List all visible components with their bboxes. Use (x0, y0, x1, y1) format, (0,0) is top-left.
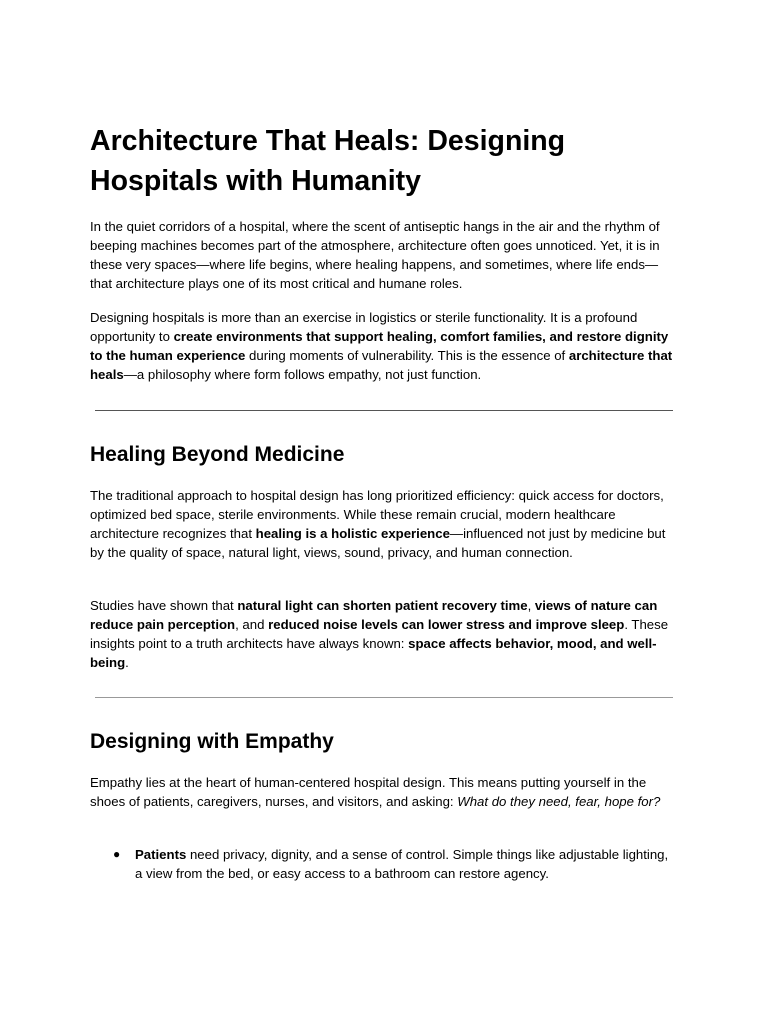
empathy-paragraph-1 (90, 773, 678, 811)
bold-text-run: views of nature can reduce pain perception (90, 598, 658, 632)
text-run: Studies have shown that (90, 598, 238, 613)
bold-text-run: Patients (135, 847, 187, 862)
bullet-icon: ● (113, 847, 121, 861)
intro-paragraph-1: In the quiet corridors of a hospital, where the scent of antiseptic hangs in the air and the rhythm of beeping machines becomes part of the atmosphere, architecture often goes unnoticed. Yet, it is in these very spaces—where life begins, where healing happens, and sometimes, where life ends—that architecture plays one of its most critical and humane roles. (90, 219, 660, 291)
section-heading-healing-beyond-medicine: Healing Beyond Medicine (90, 443, 345, 466)
text-run: . (125, 655, 129, 670)
section-divider (95, 697, 673, 698)
healing-paragraph-2 (90, 596, 678, 672)
bold-text-run: architecture that heals (90, 348, 673, 382)
text-run: , (527, 598, 535, 613)
italic-text-run: What do they need, fear, hope for? (457, 794, 661, 809)
text-run: —a philosophy where form follows empathy, not just function. (123, 367, 482, 382)
bullet-list (90, 845, 678, 883)
text-run: need privacy, dignity, and a sense of control. Simple things like adjustable lighting, a view from the bed, or easy access to a bathroom can restore agency. (135, 847, 669, 881)
text-run: Empathy lies at the heart of human-centered hospital design. This means putting yourself in the shoes of patients, caregivers, nurses, and visitors, and asking: (90, 775, 647, 809)
bold-text-run: reduced noise levels can lower stress and improve sleep (268, 617, 625, 632)
text-run: . These insights point to a truth architects have always known: (90, 617, 669, 651)
section-heading-designing-with-empathy: Designing with Empathy (90, 730, 334, 753)
text-run: during moments of vulnerability. This is the essence of (245, 348, 569, 363)
section-divider (95, 410, 673, 411)
text-run: Designing hospitals is more than an exercise in logistics or sterile functionality. It is a profound opportunity to (90, 310, 638, 344)
bold-text-run: healing is a holistic experience (255, 526, 450, 541)
healing-paragraph-1 (90, 486, 678, 562)
bold-text-run: create environments that support healing, comfort families, and restore dignity to the human experience (90, 329, 669, 363)
bold-text-run: space affects behavior, mood, and well-being (90, 636, 657, 670)
intro-paragraph-2 (90, 308, 678, 384)
text-run: The traditional approach to hospital design has long prioritized efficiency: quick access for doctors, optimized bed space, sterile environments. While these remain crucial, modern healthcare architecture recognizes that (90, 488, 664, 541)
list-item (90, 845, 678, 883)
bold-text-run: natural light can shorten patient recovery time (237, 598, 528, 613)
text-run: —influenced not just by medicine but by the quality of space, natural light, views, sound, privacy, and human connection. (90, 526, 666, 560)
text-run: , and (235, 617, 269, 632)
document-title: Architecture That Heals: Designing Hospitals with Humanity (90, 125, 566, 197)
